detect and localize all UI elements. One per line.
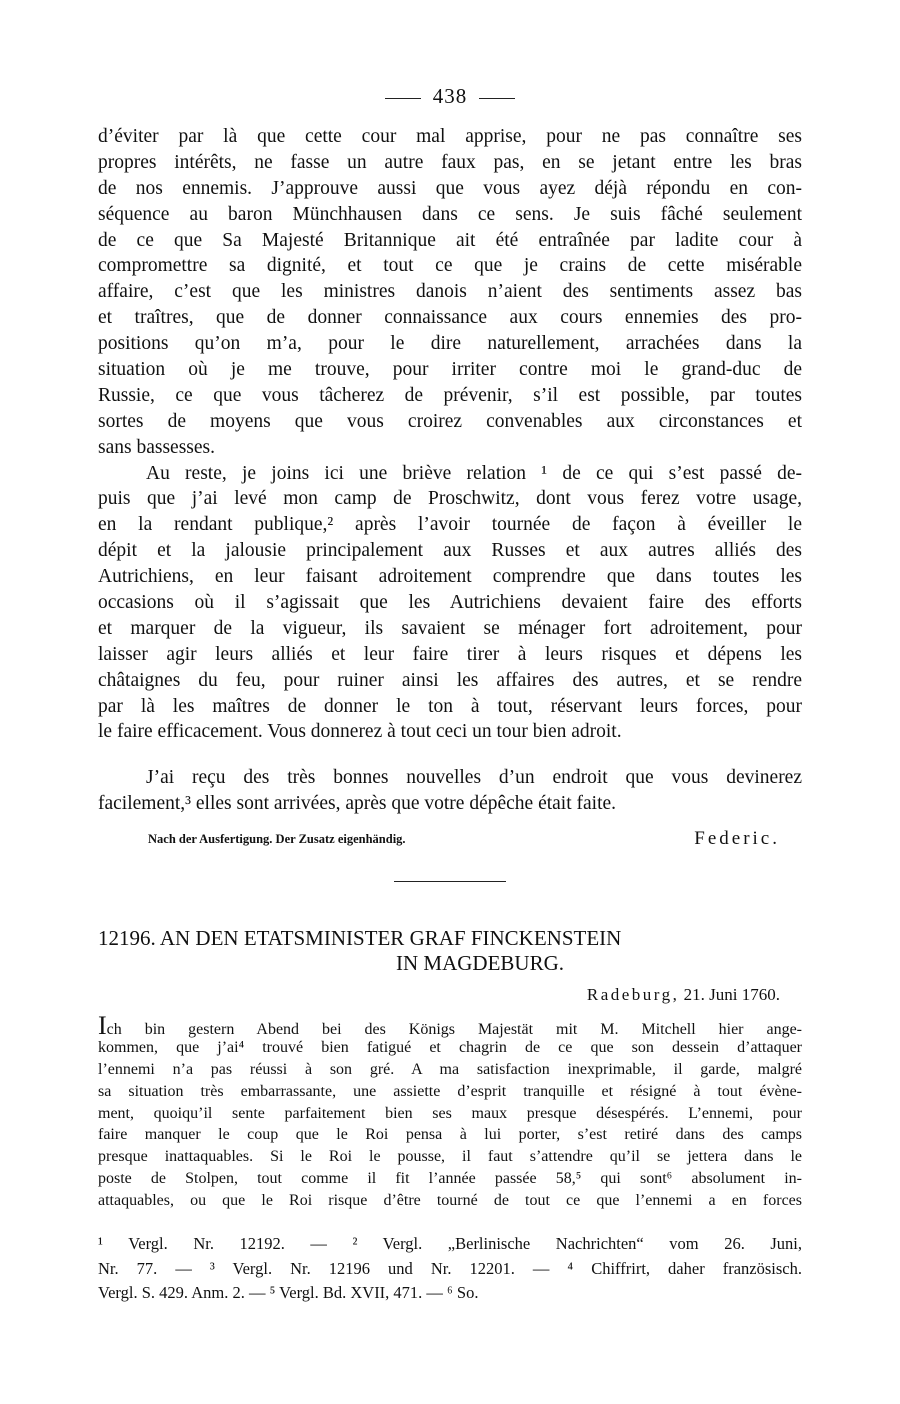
body-line: de nos ennemis. J’approuve aussi que vous ayez déjà répondu en con-	[98, 177, 802, 199]
postscript-line: facilement,³ elles sont arrivées, après que votre dépêche était faite.	[98, 793, 617, 815]
postscript-line: J’ai reçu des très bonnes nouvelles d’un endroit que vous devinerez	[146, 767, 802, 789]
letter-line-text: ch bin gestern Abend bei des Königs Majestät mit M. Mitchell hier ange-	[106, 1021, 802, 1038]
body-line: et traîtres, que de donner connaissance aux cours ennemies des pro-	[98, 307, 802, 329]
body-line: Russie, ce que vous tâcherez de prévenir, s’il est possible, par toutes	[98, 384, 802, 406]
body-line: d’éviter par là que cette cour mal apprise, pour ne pas connaître ses	[98, 126, 802, 147]
signature: Federic.	[694, 828, 780, 849]
body-line: dépit et la jalousie principalement aux Russes et aux autres alliés des	[98, 540, 802, 562]
source-note: Nach der Ausfertigung. Der Zusatz eigenhändig.	[148, 832, 406, 846]
letter-body-continued	[98, 124, 802, 817]
body-line: puis que j’ai levé mon camp de Proschwitz, dont vous ferez votre usage,	[98, 488, 802, 510]
letter-line: attaquables, ou que le Roi risque d’être tourné de tout ce que l’ennemi a en forces	[98, 1192, 802, 1210]
heading-line-1: 12196. AN DEN ETATSMINISTER GRAF FINCKENSTEIN	[98, 926, 622, 950]
body-line: sans bassesses.	[98, 436, 215, 458]
document-heading	[98, 926, 802, 976]
letter-line: l’ennemi n’a pas réussi à son gré. A ma satisfaction inexprimable, il garde, malgré	[98, 1060, 802, 1078]
body-line: par là les maîtres de donner le ton à tout, réservant leurs forces, pour	[98, 695, 802, 717]
body-line: Autrichiens, en leur faisant adroitement comprendre que dans toutes les	[98, 566, 802, 588]
letter-line: poste de Stolpen, tout comme il fit l’année passée 58,⁵ qui sont⁶ absolument in-	[98, 1170, 802, 1188]
header-rule-left	[385, 98, 421, 99]
body-line: châtaignes du feu, pour ruiner ainsi les affaires des autres, et se rendre	[98, 669, 802, 691]
header-rule-right	[479, 98, 515, 99]
body-line: de ce que Sa Majesté Britannique ait été entraînée par ladite cour à	[98, 229, 802, 251]
drop-initial: I	[98, 1011, 107, 1040]
body-line: en la rendant publique,² après l’avoir tournée de façon à éveiller le	[98, 514, 802, 536]
source-and-signature	[148, 828, 780, 849]
body-line: compromettre sa dignité, et tout ce que je crains de cette misérable	[98, 255, 802, 277]
letter-line: sa situation très embarrassante, une assiette d’esprit tranquille et résigné à tout évène-	[98, 1082, 802, 1100]
letter-line: kommen, que j’ai⁴ trouvé bien fatigué et chagrin de ce que son dessein d’attaquer	[98, 1038, 802, 1056]
place-date	[587, 985, 780, 1005]
letter-line: ment, quoiqu’il sente parfaitement bien ses maux presque désespérés. L’ennemi, pour	[98, 1104, 802, 1122]
letter-line: presque inattaquables. Si le Roi le pousse, il faut s’attendre qu’il se jettera dans le	[98, 1148, 802, 1166]
body-line: Au reste, je joins ici une briève relation ¹ de ce qui s’est passé de-	[146, 462, 802, 484]
letter-line	[98, 1011, 802, 1040]
paragraph-gap	[98, 745, 802, 765]
letter-line: faire manquer le coup que le Roi pensa à lui porter, s’est retiré dans des camps	[98, 1126, 802, 1144]
body-line: propres intérêts, ne fasse un autre faux pas, en se jetant entre les bras	[98, 151, 802, 173]
body-line: le faire efficacement. Vous donnerez à tout ceci un tour bien adroit.	[98, 721, 622, 743]
body-line: occasions où il s’agissait que les Autrichiens devaient faire des efforts	[98, 592, 802, 614]
footnotes	[98, 1232, 802, 1306]
body-line: situation où je me trouve, pour irriter contre moi le grand-duc de	[98, 359, 802, 381]
section-divider	[394, 881, 506, 882]
date: 21. Juni 1760.	[683, 985, 780, 1004]
footnote-line: ¹ Vergl. Nr. 12192. — ² Vergl. „Berlinische Nachrichten“ vom 26. Juni,	[98, 1234, 802, 1253]
body-line: séquence au baron Münchhausen dans ce sens. Je suis fâché seulement	[98, 203, 802, 225]
body-line: sortes de moyens que vous croirez convenables aux circonstances et	[98, 410, 802, 432]
place: Radeburg,	[586, 985, 680, 1004]
footnote-line: Nr. 77. — ³ Vergl. Nr. 12196 und Nr. 12201. — ⁴ Chiffrirt, daher französisch.	[98, 1258, 802, 1278]
heading-line-2: IN MAGDEBURG.	[396, 951, 564, 975]
letter-body	[98, 1011, 802, 1212]
footnote-line: Vergl. S. 429. Anm. 2. — ⁵ Vergl. Bd. XVII, 471. — ⁶ So.	[98, 1283, 479, 1302]
body-line: affaire, c’est que les ministres danois n’aient des sentiments assez bas	[98, 281, 802, 303]
body-line: et marquer de la vigueur, ils savaient se ménager fort adroitement, pour	[98, 617, 802, 639]
body-line: positions qu’on m’a, pour le dire naturellement, arrachées dans la	[98, 333, 802, 355]
page-number: 438	[432, 84, 468, 108]
page-number-header	[0, 84, 900, 109]
body-line: laisser agir leurs alliés et leur faire tirer à leurs risques et dépens les	[98, 643, 802, 665]
